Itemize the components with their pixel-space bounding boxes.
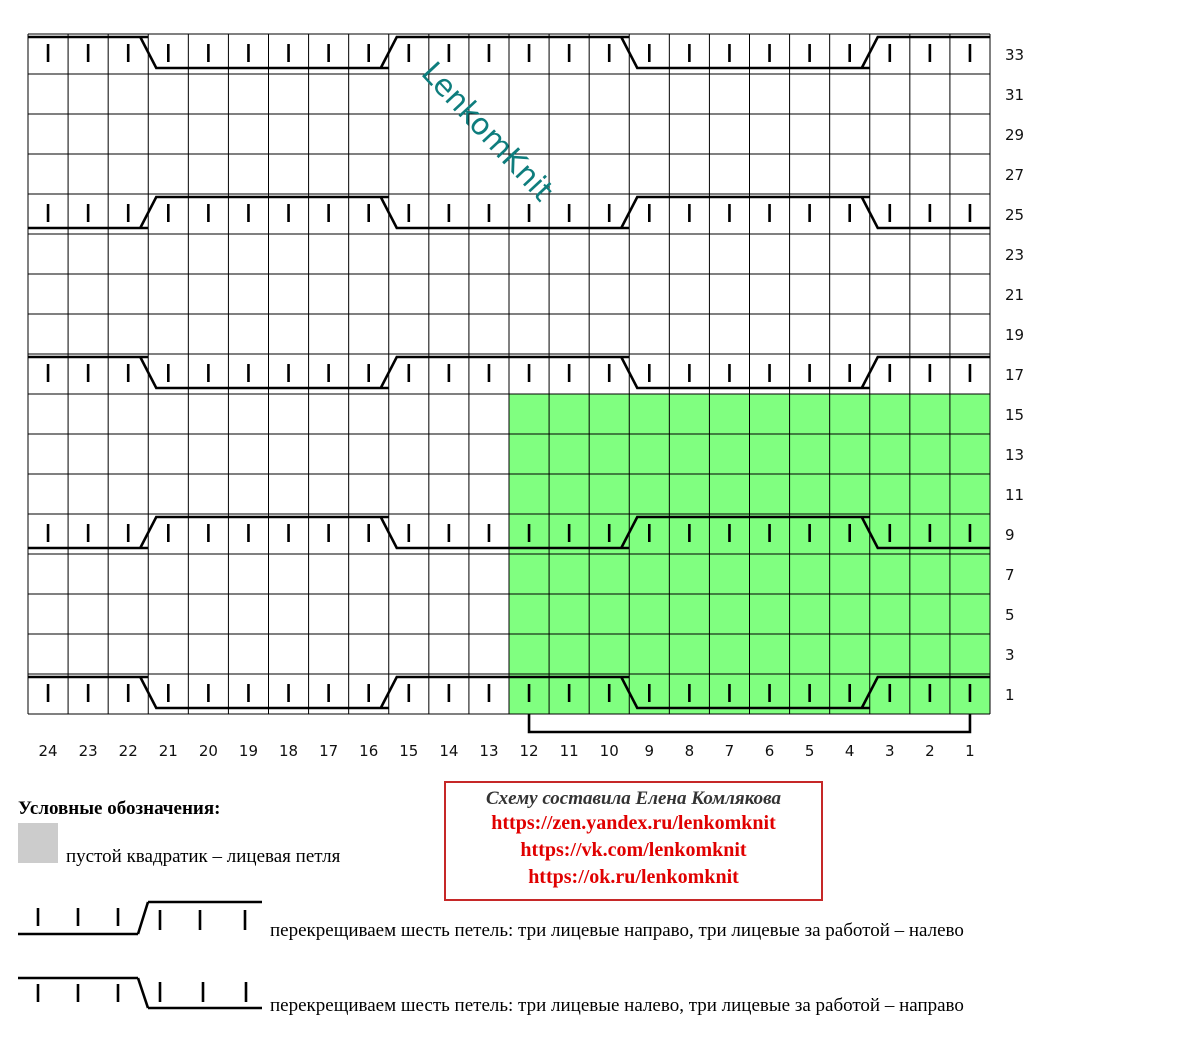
knit-stitch-swatch: [18, 823, 58, 863]
row-number: 5: [1005, 606, 1015, 624]
row-number: 1: [1005, 686, 1015, 704]
row-number: 9: [1005, 526, 1015, 544]
row-number: 21: [1005, 286, 1025, 304]
column-number: 1: [965, 742, 975, 760]
column-number: 4: [844, 742, 855, 760]
cable-right-description: перекрещиваем шесть петель: три лицевые направо, три лицевые за работой – налево: [270, 920, 964, 941]
column-number: 14: [439, 742, 459, 760]
column-number: 24: [38, 742, 58, 760]
repeat-bracket-line: [529, 714, 970, 732]
column-number: 11: [559, 742, 579, 760]
column-number: 10: [599, 742, 619, 760]
row-number: 27: [1005, 166, 1025, 184]
column-number: 3: [885, 742, 895, 760]
column-number: 6: [764, 742, 775, 760]
column-number: 17: [319, 742, 339, 760]
row-number: 11: [1005, 486, 1025, 504]
row-number: 17: [1005, 366, 1025, 384]
column-number: 13: [479, 742, 499, 760]
link-ok[interactable]: https://ok.ru/lenkomknit: [528, 866, 739, 888]
column-number: 12: [519, 742, 539, 760]
column-number: 20: [198, 742, 218, 760]
cable-left-description: перекрещиваем шесть петель: три лицевые налево, три лицевые за работой – направо: [270, 995, 964, 1016]
column-number: 23: [78, 742, 98, 760]
cable-right-symbol: [0, 896, 265, 941]
row-number: 7: [1005, 566, 1015, 584]
row-number: 33: [1005, 46, 1025, 64]
link-zen[interactable]: https://zen.yandex.ru/lenkomknit: [491, 812, 776, 834]
legend-title: Условные обозначения:: [18, 798, 221, 819]
link-vk[interactable]: https://vk.com/lenkomknit: [520, 839, 747, 861]
column-numbers: [38, 742, 974, 760]
row-number: 31: [1005, 86, 1025, 104]
column-number: 22: [118, 742, 138, 760]
row-number: 15: [1005, 406, 1025, 424]
watermark-text: LenkomKnit: [414, 55, 561, 209]
row-number: 3: [1005, 646, 1015, 664]
column-number: 19: [238, 742, 259, 760]
cable-left-symbol: [0, 972, 265, 1017]
knit-stitch-description: пустой квадратик – лицевая петля: [66, 846, 341, 867]
column-number: 16: [359, 742, 379, 760]
column-number: 9: [644, 742, 655, 760]
author-credit: Схему составила Елена Комлякова: [486, 788, 781, 809]
row-number: 29: [1005, 126, 1025, 144]
column-number: 15: [399, 742, 419, 760]
repeat-bracket: [529, 714, 970, 732]
row-number: 13: [1005, 446, 1025, 464]
author-box: [444, 781, 823, 901]
row-number: 25: [1005, 206, 1025, 224]
column-number: 18: [278, 742, 299, 760]
column-number: 2: [925, 742, 935, 760]
column-number: 21: [158, 742, 178, 760]
row-number: 19: [1005, 326, 1025, 344]
column-number: 8: [684, 742, 695, 760]
row-number: 23: [1005, 246, 1025, 264]
column-number: 5: [804, 742, 815, 760]
row-numbers: [1005, 46, 1024, 704]
column-number: 7: [724, 742, 735, 760]
